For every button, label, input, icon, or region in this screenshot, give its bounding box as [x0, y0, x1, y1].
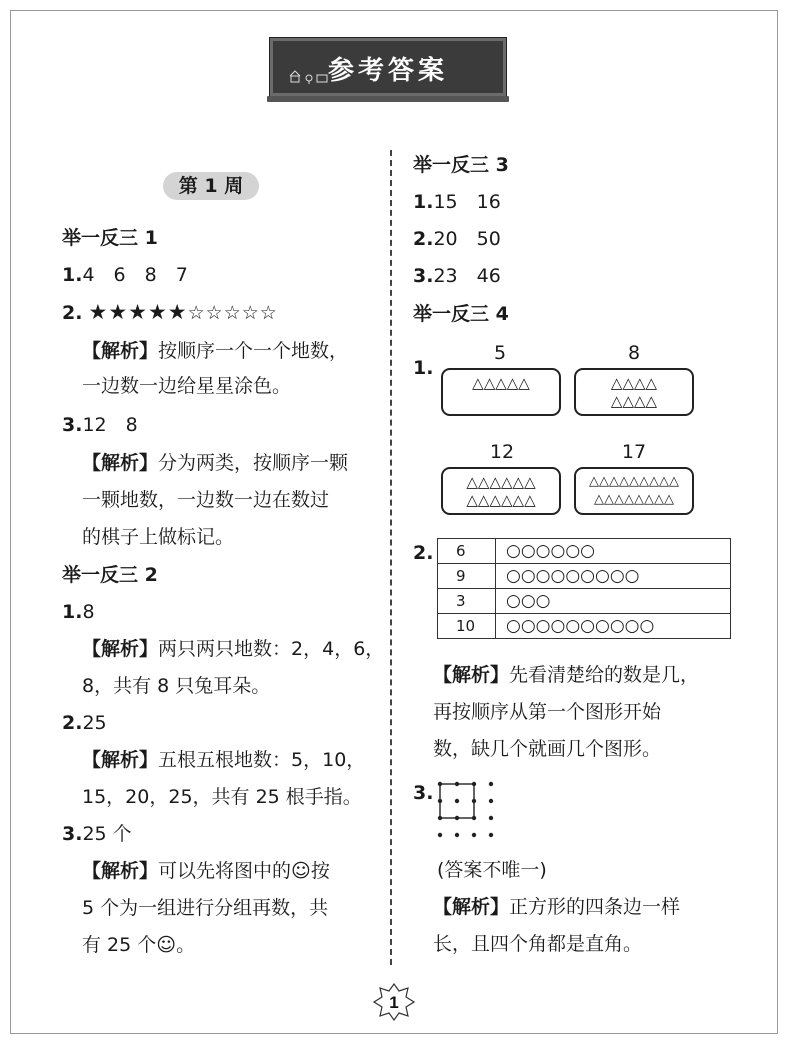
box-label: 17 [621, 441, 647, 463]
analysis-2-2-line2: 15，20，25，共有 25 根手指。 [82, 786, 362, 808]
answer-4-2-num: 2. [413, 542, 434, 564]
section-heading-4: 举一反三 4 [413, 303, 509, 325]
triangle-box: △△△△△△△△△ △△△△△△△△ [574, 467, 694, 515]
smiley-icon: ☺ [291, 860, 311, 882]
page-title: 参考答案 [327, 56, 448, 86]
triangle-box: △△△△△△ △△△△△△ [441, 467, 561, 515]
analysis-4-3-line1: 【解析】正方形的四条边一样 [433, 896, 681, 918]
column-divider [390, 150, 392, 965]
hollow-stars: ☆☆☆☆☆ [187, 302, 278, 324]
table-row: 6 ○○○○○○ [438, 539, 731, 564]
answer-2-3: 3.25 个 [62, 823, 132, 845]
triangle-box: △△△△ △△△△ [574, 368, 694, 416]
answer-2-1: 1.8 [62, 601, 95, 623]
section-heading-1: 举一反三 1 [62, 227, 158, 249]
answer-4-1-num: 1. [413, 357, 434, 379]
answer-2-2: 2.25 [62, 712, 107, 734]
filled-stars: ★★★★★ [88, 300, 188, 324]
analysis-2-3-line2: 5 个为一组进行分组再数，共 [82, 897, 329, 919]
page-number-badge [373, 983, 415, 1021]
title-board [270, 38, 506, 96]
table-row: 3 ○○○ [438, 589, 731, 614]
analysis-4-3-line2: 长，且四个角都是直角。 [433, 933, 643, 955]
answer-3-3: 3.23 46 [413, 265, 501, 287]
box-label: 8 [627, 342, 641, 364]
section-heading-3: 举一反三 3 [413, 154, 509, 176]
analysis-4-2-line3: 数，缺几个就画几个图形。 [433, 738, 662, 760]
table-row: 9 ○○○○○○○○○ [438, 564, 731, 589]
board-ledge [267, 96, 509, 102]
section-heading-2: 举一反三 2 [62, 564, 158, 586]
answer-1-2: 2. ★★★★★☆☆☆☆☆ [62, 300, 278, 324]
answer-4-3-note: (答案不唯一) [437, 859, 547, 881]
analysis-4-2-line2: 再按顺序从第一个图形开始 [433, 701, 662, 723]
analysis-2-1-line2: 8，共有 8 只兔耳朵。 [82, 675, 271, 697]
table-row: 10 ○○○○○○○○○○ [438, 614, 731, 639]
analysis-1-3-line2: 一颗地数，一边数一边在数过 [82, 489, 330, 511]
circle-table [437, 538, 731, 639]
analysis-2-3-line3: 有 25 个☺。 [82, 934, 196, 956]
smiley-icon: ☺ [156, 934, 177, 956]
answer-3-2: 2.20 50 [413, 228, 501, 250]
analysis-4-2-line1: 【解析】先看清楚给的数是几， [433, 664, 700, 686]
triangle-box: △△△△△ [441, 368, 561, 416]
analysis-1-2-line2: 一边数一边给星星涂色。 [82, 375, 292, 397]
answer-4-3-num: 3. [413, 782, 434, 804]
answer-1-3: 3.12 8 [62, 414, 138, 436]
analysis-1-3-line3: 的棋子上做标记。 [82, 526, 235, 548]
analysis-1-3-line1: 【解析】分为两类，按顺序一颗 [82, 452, 349, 474]
analysis-1-2-line1: 【解析】按顺序一个一个地数， [82, 340, 349, 362]
dot-grid-square [436, 780, 506, 840]
page-number: 1 [389, 993, 399, 1012]
box-label: 12 [489, 441, 515, 463]
box-label: 5 [493, 342, 507, 364]
analysis-2-1-line1: 【解析】两只两只地数：2，4，6， [82, 638, 385, 660]
analysis-2-3-line1: 【解析】可以先将图中的☺按 [82, 860, 330, 882]
answer-3-1: 1.15 16 [413, 191, 501, 213]
analysis-2-2-line1: 【解析】五根五根地数：5，10， [82, 749, 366, 771]
answer-1-1: 1.4 6 8 7 [62, 264, 188, 286]
doodle-icon [289, 69, 331, 85]
week-badge: 第 1 周 [163, 172, 259, 200]
